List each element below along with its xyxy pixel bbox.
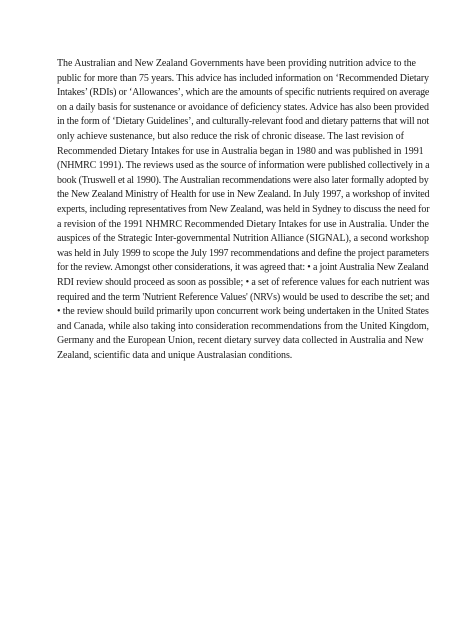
paragraph-line: the New Zealand Ministry of Health for use in New Zealand. In July 1997, a workshop of invited	[57, 189, 430, 201]
paragraph-line: experts, including representatives from New Zealand, was held in Sydney to discuss the need for	[57, 203, 430, 215]
paragraph-line: The Australian and New Zealand Governments have been providing nutrition advice to the	[57, 58, 416, 69]
paragraph-line: on a daily basis for sustenance or avoidance of deficiency states. Advice has also been provided	[57, 101, 429, 113]
paragraph-line: required and the term 'Nutrient Reference Values' (NRVs) would be used to describe the set; and	[57, 291, 430, 303]
paragraph-line: Recommended Dietary Intakes for use in Australia began in 1980 and was published in 1991	[57, 145, 424, 157]
paragraph-line: (NHMRC 1991). The reviews used as the source of information were published collectively in a	[57, 160, 430, 172]
paragraph-line: auspices of the Strategic Inter-governmental Nutrition Alliance (SIGNAL), a second workshop	[57, 233, 429, 245]
paragraph-line: for the review. Amongst other considerations, it was agreed that: • a joint Australia New Zealand	[57, 262, 429, 274]
paragraph-line: only achieve sustenance, but also reduce the risk of chronic disease. The last revision of	[57, 130, 404, 142]
paragraph-line: Germany and the European Union, recent dietary survey data collected in Australia and New	[57, 335, 424, 347]
paragraph-line: Intakes’ (RDIs) or ‘Allowances’, which are the amounts of specific nutrients required on average	[57, 87, 430, 99]
paragraph-line: public for more than 75 years. This advice has included information on ‘Recommended Dietary	[57, 72, 429, 84]
paragraph-line: RDI review should proceed as soon as possible; • a set of reference values for each nutrient was	[57, 276, 430, 288]
paragraph-line: Zealand, scientific data and unique Australasian conditions.	[57, 349, 293, 361]
paragraph-line: and Canada, while also taking into consideration recommendations from the United Kingdom,	[57, 320, 429, 332]
paragraph-line: book (Truswell et al 1990). The Australian recommendations were also later formally adopted by	[57, 174, 429, 186]
body-paragraph	[57, 57, 430, 363]
paragraph-line: was held in July 1999 to scope the July 1997 recommendations and define the project parameters	[57, 247, 429, 259]
paragraph-line: in the form of ‘Dietary Guidelines’, and culturally-relevant food and dietary patterns that will not	[57, 116, 430, 128]
paragraph-line: a revision of the 1991 NHMRC Recommended Dietary Intakes for use in Australia. Under the	[57, 218, 429, 230]
paragraph-line: • the review should build primarily upon concurrent work being undertaken in the United States	[57, 306, 429, 318]
